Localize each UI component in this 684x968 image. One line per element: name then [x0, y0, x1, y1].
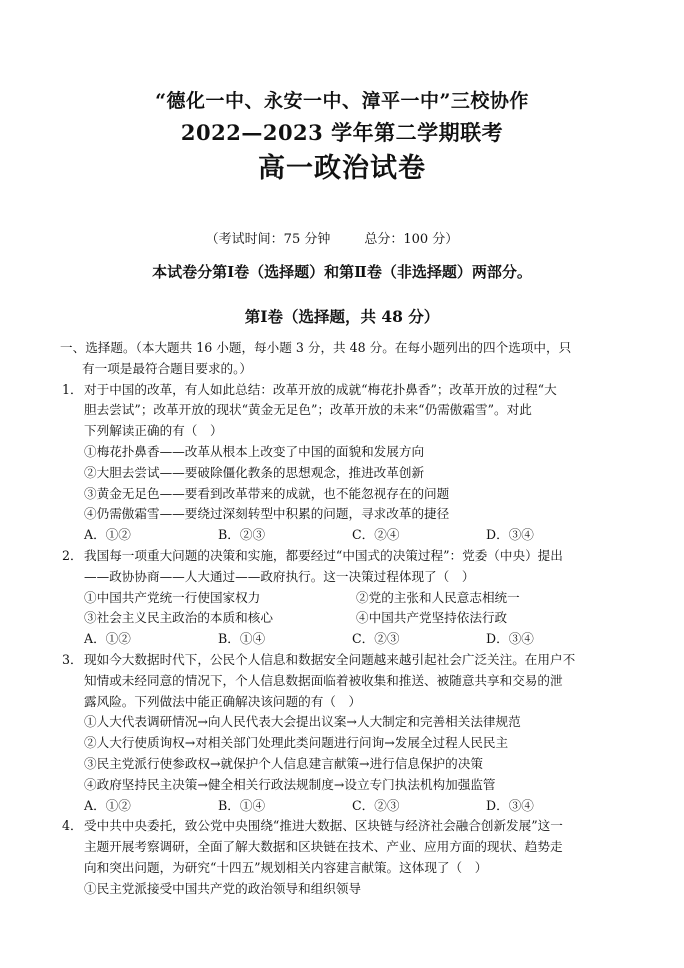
answer-choice: C．②③	[352, 631, 400, 647]
exam-intro: 本试卷分第Ⅰ卷（选择题）和第Ⅱ卷（非选择题）两部分。	[152, 263, 532, 281]
q3-option: ③民主党派行使参政权→就保护个人信息建言献策→进行信息保护的决策	[84, 755, 483, 771]
q3-option: ②人大行使质询权→对相关部门处理此类问题进行问询→发展全过程人民民主	[84, 735, 509, 751]
questions	[62, 338, 632, 900]
q1-option: ①梅花扑鼻香——改革从根本上改变了中国的面貌和发展方向	[84, 443, 425, 459]
question-1: 1． 对于中国的改革，有人如此总结：改革开放的成就“梅花扑鼻香”；改革开放的过程“大 胆去尝试”；改革开放的现状“黄金无足色”；改革开放的未来“仍需傲霜雪”。对此 下列解读正确的有（ ）	[62, 381, 557, 439]
question-4: 4． 受中共中央委托，致公党中央围绕“推进大数据、区块链与经济社会融合创新发展”这一 主题开展考察调研，全面了解大数据和区块链在技术、产业、应用方面的现状、趋势走 向和突出问题，为研究“十四五”规划相关内容建言献策。这体现了（ ）	[62, 818, 563, 875]
school-title: “德化一中、永安一中、漳平一中”三校协作	[155, 90, 529, 112]
answer-choice: D．③④	[486, 797, 534, 813]
exam-total: 总分：100 分）	[364, 232, 459, 247]
answer-choice: B．①④	[218, 631, 266, 647]
part-one-title: 第Ⅰ卷（选择题，共 48 分）	[244, 307, 440, 326]
q3-answers	[62, 796, 632, 817]
answer-choice: A．①②	[84, 527, 131, 543]
q2-answers	[62, 629, 632, 650]
q2-option: ④中国共产党坚持依法行政	[356, 610, 508, 626]
q3-option: ④政府坚持民主决策→健全相关行政法规制度→设立专门执法机构加强监管	[84, 776, 496, 792]
q1-answers	[62, 525, 632, 546]
answer-choice: B．①④	[218, 797, 266, 813]
exam-time: （考试时间：75 分钟	[205, 232, 331, 247]
answer-choice: C．②③	[352, 797, 400, 813]
question-2: 2． 我国每一项重大问题的决策和实施，都要经过“中国式的决策过程”：党委（中央）提出 ——政协协商——人大通过——政府执行。这一决策过程体现了（ ）	[62, 547, 563, 584]
q3-option: ①人大代表调研情况→向人民代表大会提出议案→人大制定和完善相关法律规范	[84, 714, 521, 730]
q1-option: ②大胆去尝试——要破除僵化教条的思想观念，推进改革创新	[84, 464, 425, 480]
answer-choice: D．③④	[486, 631, 534, 647]
q2-option: ②党的主张和人民意志相统一	[356, 589, 520, 605]
answer-choice: A．①②	[84, 631, 131, 647]
q4-option: ①民主党派接受中国共产党的政治领导和组织领导	[84, 880, 362, 896]
exam-title: 高一政治试卷	[258, 153, 426, 184]
section-instructions: 一、选择题。（本大题共 16 小题，每小题 3 分，共 48 分。在每小题列出的四个选项中，只 有一项是最符合题目要求的。）	[60, 340, 572, 376]
answer-choice: D．③④	[486, 527, 534, 543]
term-title: 2022—2023 学年第二学期联考	[180, 120, 504, 145]
exam-meta	[0, 228, 674, 247]
q1-option: ④仍需傲霜雪——要绕过深刻转型中积累的问题，寻求改革的捷径	[84, 506, 450, 522]
question-3: 3． 现如今大数据时代下，公民个人信息和数据安全问题越来越引起社会广泛关注。在用户不 知情或未经同意的情况下，个人信息数据面临着被收集和推送、被随意共享和交易的泄 露风险。下列做法中能正确解决该问题的有（ ）	[62, 651, 576, 709]
q1-option: ③黄金无足色——要看到改革带来的成就，也不能忽视存在的问题	[84, 485, 450, 501]
answer-choice: B．②③	[218, 527, 266, 543]
answer-choice: A．①②	[84, 797, 131, 813]
q2-option: ③社会主义民主政治的本质和核心	[84, 610, 273, 626]
q2-options-row	[62, 608, 632, 629]
q2-option: ①中国共产党统一行使国家权力	[84, 589, 261, 605]
q2-options-row	[62, 588, 632, 609]
answer-choice: C．②④	[352, 527, 400, 543]
